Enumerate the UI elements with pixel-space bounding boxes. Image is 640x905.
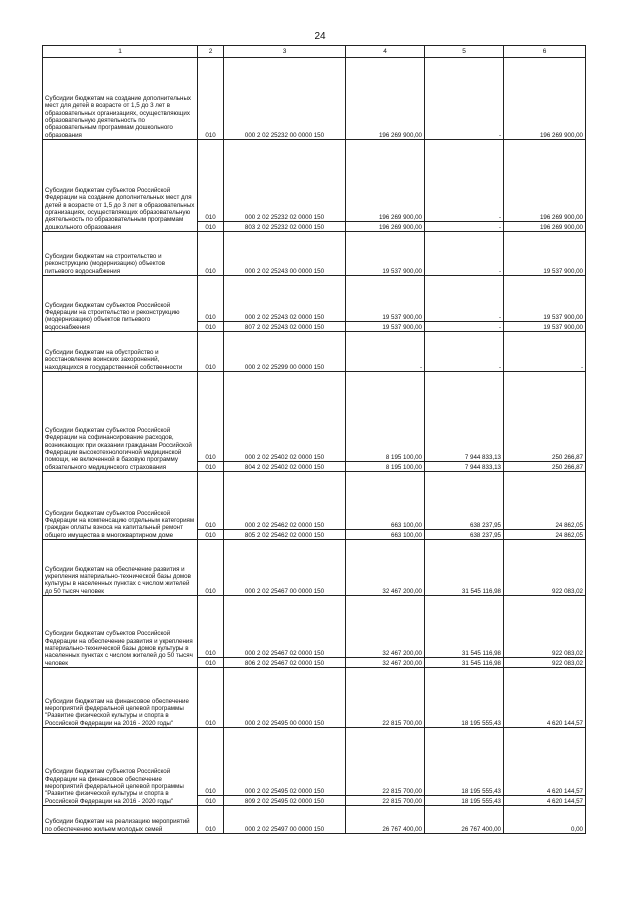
row-description: Субсидии бюджетам на обустройство и восстановление воинских захоронений, находящихся в государственной собственности: [43, 332, 198, 372]
row-budget-code: 000 2 02 25495 00 0000 150: [224, 668, 346, 728]
row-remaining-amount: 19 537 900,00: [504, 322, 586, 332]
row-remaining-amount: 196 269 900,00: [504, 140, 586, 222]
row-remaining-amount: 196 269 900,00: [504, 58, 586, 140]
row-budget-code: 000 2 02 25467 02 0000 150: [224, 596, 346, 658]
row-approved-amount: 26 767 400,00: [346, 806, 425, 834]
row-executed-amount: -: [425, 276, 504, 322]
row-budget-code: 000 2 02 25243 02 0000 150: [224, 276, 346, 322]
row-executed-amount: 18 195 555,43: [425, 796, 504, 806]
table-row: [43, 668, 586, 728]
row-code: 010: [198, 658, 224, 668]
row-approved-amount: 19 537 900,00: [346, 232, 425, 276]
row-executed-amount: -: [425, 58, 504, 140]
row-approved-amount: 196 269 900,00: [346, 140, 425, 222]
row-remaining-amount: 922 083,02: [504, 658, 586, 668]
row-budget-code: 000 2 02 25467 00 0000 150: [224, 540, 346, 596]
table-row: [43, 232, 586, 276]
row-budget-code: 000 2 02 25243 00 0000 150: [224, 232, 346, 276]
row-approved-amount: 663 100,00: [346, 530, 425, 540]
row-budget-code: 000 2 02 25495 02 0000 150: [224, 728, 346, 796]
row-code: 010: [198, 222, 224, 232]
row-budget-code: 000 2 02 25402 02 0000 150: [224, 372, 346, 462]
row-remaining-amount: 24 862,05: [504, 472, 586, 530]
row-approved-amount: 22 815 700,00: [346, 796, 425, 806]
row-code: 010: [198, 806, 224, 834]
row-remaining-amount: 250 266,87: [504, 372, 586, 462]
table-row: [43, 596, 586, 658]
row-budget-code: 803 2 02 25232 02 0000 150: [224, 222, 346, 232]
row-executed-amount: 31 545 116,98: [425, 658, 504, 668]
column-header: 5: [425, 46, 504, 58]
row-executed-amount: 26 767 400,00: [425, 806, 504, 834]
row-executed-amount: -: [425, 332, 504, 372]
row-code: 010: [198, 322, 224, 332]
row-remaining-amount: 922 083,02: [504, 596, 586, 658]
row-code: 010: [198, 372, 224, 462]
row-code: 010: [198, 332, 224, 372]
row-description: Субсидии бюджетам субъектов Российской Федерации на строительство и реконструкцию (модернизацию) объектов питьевого водоснабжения: [43, 276, 198, 332]
row-description: Субсидии бюджетам на финансовое обеспечение мероприятий федеральной целевой программы "Развитие физической культуры и спорта в Российской Федерации на 2016 - 2020 годы": [43, 668, 198, 728]
row-remaining-amount: -: [504, 332, 586, 372]
row-executed-amount: 18 195 555,43: [425, 728, 504, 796]
row-budget-code: 807 2 02 25243 02 0000 150: [224, 322, 346, 332]
row-approved-amount: 32 467 200,00: [346, 540, 425, 596]
column-header: 1: [43, 46, 198, 58]
row-code: 010: [198, 728, 224, 796]
row-remaining-amount: 4 620 144,57: [504, 796, 586, 806]
row-description: Субсидии бюджетам на строительство и реконструкцию (модернизацию) объектов питьевого водоснабжения: [43, 232, 198, 276]
row-budget-code: 000 2 02 25299 00 0000 150: [224, 332, 346, 372]
row-code: 010: [198, 668, 224, 728]
column-header: 3: [224, 46, 346, 58]
row-approved-amount: 196 269 900,00: [346, 58, 425, 140]
row-remaining-amount: 24 862,05: [504, 530, 586, 540]
row-executed-amount: 31 545 116,98: [425, 540, 504, 596]
row-remaining-amount: 922 083,02: [504, 540, 586, 596]
row-budget-code: 000 2 02 25497 00 0000 150: [224, 806, 346, 834]
row-executed-amount: -: [425, 232, 504, 276]
row-budget-code: 000 2 02 25462 02 0000 150: [224, 472, 346, 530]
row-remaining-amount: 4 620 144,57: [504, 728, 586, 796]
row-approved-amount: 196 269 900,00: [346, 222, 425, 232]
row-budget-code: 000 2 02 25232 00 0000 150: [224, 58, 346, 140]
table-row: [43, 276, 586, 322]
row-budget-code: 809 2 02 25495 02 0000 150: [224, 796, 346, 806]
table-header-row: [43, 46, 586, 58]
table-row: [43, 58, 586, 140]
row-description: Субсидии бюджетам субъектов Российской Федерации на финансовое обеспечение мероприятий федеральной целевой программы "Развитие физической культуры и спорта в Российской Федерации на 2016 - 2020 годы": [43, 728, 198, 806]
row-description: Субсидии бюджетам субъектов Российской Федерации на компенсацию отдельным категориям граждан оплаты взноса на капитальный ремонт общего имущества в многоквартирном доме: [43, 472, 198, 540]
row-budget-code: 805 2 02 25462 02 0000 150: [224, 530, 346, 540]
row-approved-amount: 8 195 100,00: [346, 372, 425, 462]
row-budget-code: 806 2 02 25467 02 0000 150: [224, 658, 346, 668]
row-description: Субсидии бюджетам субъектов Российской Федерации на обеспечение развития и укрепления материально-технической базы домов культуры в населенных пунктах с числом жителей до 50 тысяч человек: [43, 596, 198, 668]
row-code: 010: [198, 58, 224, 140]
row-executed-amount: 638 237,95: [425, 530, 504, 540]
row-code: 010: [198, 596, 224, 658]
row-approved-amount: 32 467 200,00: [346, 596, 425, 658]
row-code: 010: [198, 530, 224, 540]
column-header: 6: [504, 46, 586, 58]
table-row: [43, 540, 586, 596]
row-approved-amount: 19 537 900,00: [346, 276, 425, 322]
row-budget-code: 000 2 02 25232 02 0000 150: [224, 140, 346, 222]
row-approved-amount: 22 815 700,00: [346, 668, 425, 728]
row-budget-code: 804 2 02 25402 02 0000 150: [224, 462, 346, 472]
row-remaining-amount: 4 620 144,57: [504, 668, 586, 728]
row-approved-amount: 32 467 200,00: [346, 658, 425, 668]
table-row: [43, 140, 586, 222]
column-header: 2: [198, 46, 224, 58]
row-executed-amount: 7 944 833,13: [425, 462, 504, 472]
row-approved-amount: 19 537 900,00: [346, 322, 425, 332]
page-number: 24: [314, 31, 326, 42]
row-description: Субсидии бюджетам субъектов Российской Федерации на софинансирование расходов, возникающих при оказании гражданам Российской Федерации высокотехнологичной медицинской помощи, не включенной в базовую программу обязательного медицинского страхования: [43, 372, 198, 472]
budget-table: [42, 45, 586, 834]
row-code: 010: [198, 472, 224, 530]
row-executed-amount: 638 237,95: [425, 472, 504, 530]
row-code: 010: [198, 140, 224, 222]
row-code: 010: [198, 540, 224, 596]
row-remaining-amount: 0,00: [504, 806, 586, 834]
table-row: [43, 372, 586, 462]
row-executed-amount: -: [425, 222, 504, 232]
row-executed-amount: -: [425, 322, 504, 332]
row-approved-amount: 22 815 700,00: [346, 728, 425, 796]
row-description: Субсидии бюджетам на создание дополнительных мест для детей в возрасте от 1,5 до 3 лет в образовательных организациях, осуществляющих образовательную деятельность по образовательным программам дошкольного образования: [43, 58, 198, 140]
row-code: 010: [198, 796, 224, 806]
table-row: [43, 472, 586, 530]
column-header: 4: [346, 46, 425, 58]
row-description: Субсидии бюджетам на реализацию мероприятий по обеспечению жильем молодых семей: [43, 806, 198, 834]
table-body: [43, 58, 586, 834]
row-remaining-amount: 19 537 900,00: [504, 276, 586, 322]
row-description: Субсидии бюджетам на обеспечение развития и укрепления материально-технической базы домов культуры в населенных пунктах с числом жителей до 50 тысяч человек: [43, 540, 198, 596]
row-remaining-amount: 250 266,87: [504, 462, 586, 472]
row-executed-amount: 7 944 833,13: [425, 372, 504, 462]
row-description: Субсидии бюджетам субъектов Российской Федерации на создание дополнительных мест для детей в возрасте от 1,5 до 3 лет в образовательных организациях, осуществляющих образовательную деятельность по образовательным программам дошкольного образования: [43, 140, 198, 232]
row-code: 010: [198, 462, 224, 472]
row-remaining-amount: 19 537 900,00: [504, 232, 586, 276]
row-code: 010: [198, 276, 224, 322]
row-approved-amount: 663 100,00: [346, 472, 425, 530]
table-row: [43, 806, 586, 834]
table-row: [43, 332, 586, 372]
row-executed-amount: 18 195 555,43: [425, 668, 504, 728]
row-executed-amount: 31 545 116,98: [425, 596, 504, 658]
row-approved-amount: 8 195 100,00: [346, 462, 425, 472]
row-code: 010: [198, 232, 224, 276]
row-approved-amount: -: [346, 332, 425, 372]
table-row: [43, 728, 586, 796]
row-executed-amount: -: [425, 140, 504, 222]
row-remaining-amount: 196 269 900,00: [504, 222, 586, 232]
